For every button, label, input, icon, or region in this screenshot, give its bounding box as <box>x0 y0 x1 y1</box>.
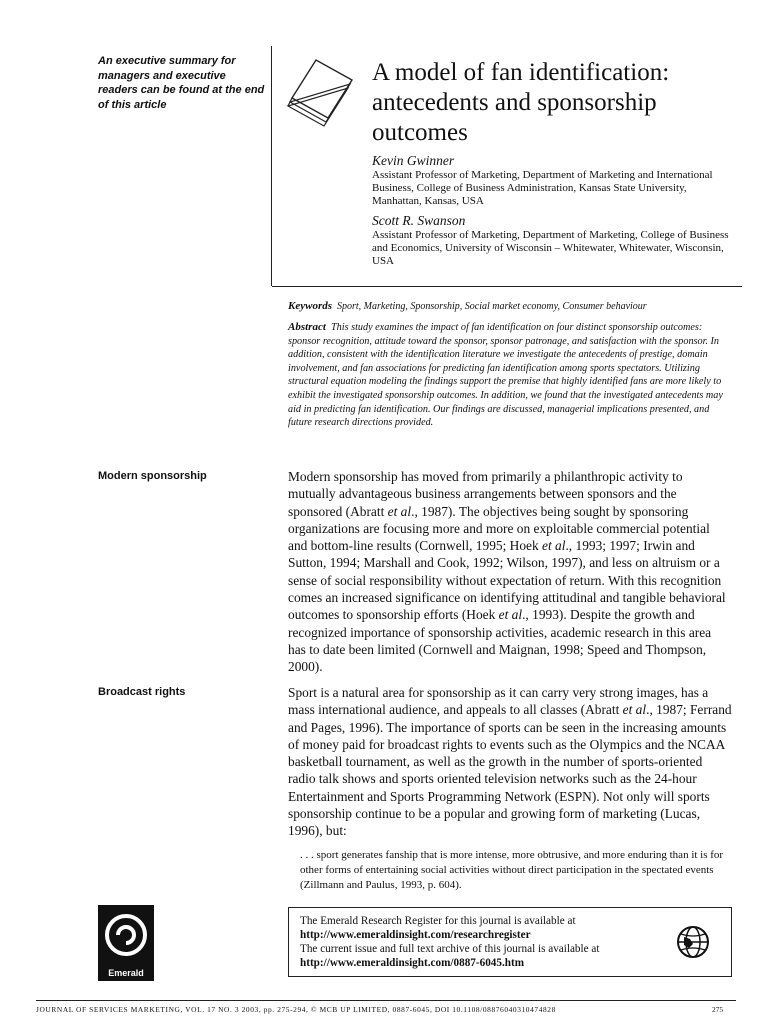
author-affiliation: Assistant Professor of Marketing, Department of Marketing, College of Business and Economics, University of Wisconsin – Whitewater, Whitewater, Wisconsin, USA <box>372 229 729 267</box>
section-heading: Modern sponsorship <box>98 470 207 482</box>
block-quote: . . . sport generates fanship that is more intense, more obtrusive, and more enduring than it is for other forms of entertaining social activities without direct participation in the spectated events (Zillmann and Paulus, 1993, p. 604). <box>300 849 724 891</box>
abstract-text: This study examines the impact of fan identification on four distinct sponsorship outcomes: sponsor recognition, attitude toward the sponsor, sponsor patronage, and satisfaction with the sponsor. In addition, consistent with the identification literature we investigate the antecedents of prestige, domain involvement, and fan associations for predicting fan identification among sports spectators. Utilizing structural equation modeling the findings support the premise that highly identified fans are more likely to exhibit the investigated sponsorship outcomes. In addition, we found that the investigated antecedents may aid in predicting fan identification. Our findings are discussed, managerial implications presented, and future research directions provided. <box>288 322 723 429</box>
research-register-text: The Emerald Research Register for this journal is available at http://www.emeraldinsight.com/researchregister The current issue and full text archive of this journal is available at http://www.emeraldinsight.com/0887-6045.htm <box>300 915 600 969</box>
page-number: 275 <box>712 1005 724 1014</box>
author-name: Scott R. Swanson <box>372 213 466 228</box>
abstract-label: Abstract <box>288 321 326 333</box>
keywords-text: Sport, Marketing, Sponsorship, Social market economy, Consumer behaviour <box>337 301 647 312</box>
footer-divider <box>36 1000 736 1001</box>
keywords-label: Keywords <box>288 300 332 312</box>
emerald-swirl-icon <box>98 905 154 965</box>
vertical-divider <box>271 46 272 286</box>
research-register-link[interactable]: http://www.emeraldinsight.com/researchregister <box>300 929 531 941</box>
section-heading: Broadcast rights <box>98 686 186 698</box>
executive-summary-note: An executive summary for managers and executive readers can be found at the end of this article <box>98 55 265 111</box>
globe-icon <box>676 925 710 959</box>
abstract <box>288 321 732 430</box>
emerald-logo-text: Emerald <box>108 968 144 978</box>
journal-citation-footer: JOURNAL OF SERVICES MARKETING, VOL. 17 NO. 3 2003, pp. 275-294, © MCB UP LIMITED, 0887-6045, DOI 10.1108/08876040310474828 <box>36 1005 556 1014</box>
emerald-logo <box>98 905 154 981</box>
document-icon <box>286 58 360 128</box>
article-title: A model of fan identification: antecedents and sponsorship outcomes <box>372 59 670 146</box>
author-name: Kevin Gwinner <box>372 153 455 168</box>
keywords <box>288 300 738 312</box>
header-divider <box>272 286 742 287</box>
section-body: Modern sponsorship has moved from primarily a philanthropic activity to mutually advantageous business arrangements between sponsors and the sponsored (Abratt et al., 1987). The objectives being sought by sponsoring organizations are focusing more and more on exploitable commercial potential and bottom-line results (Cornwell, 1995; Hoek et al., 1993; 1997; Irwin and Sutton, 1994; Marshall and Cook, 1992; Wilson, 1997), and less on altruism or a sense of social responsibility without expectation of return. With this recognition comes an increased significance on identifying attitudinal and tangible behavioral outcomes to sponsorship efforts (Hoek et al., 1993). Despite the growth and recognized importance of sponsorship activities, academic research in this area has to date been limited (Cornwell and Maignan, 1998; Speed and Thompson, 2000). <box>288 469 726 675</box>
author-affiliation: Assistant Professor of Marketing, Department of Marketing and International Business, College of Business Administration, Kansas State University, Manhattan, Kansas, USA <box>372 169 713 207</box>
section-body: Sport is a natural area for sponsorship as it can carry very strong images, has a mass international audience, and appeals to all classes (Abratt et al., 1987; Ferrand and Pages, 1996). The importance of sports can be seen in the increasing amounts of money paid for broadcast rights to events such as the Olympics and the NCAA basketball tournament, as well as the growth in the number of sports-oriented radio talk shows and sports oriented television networks such as the 24-hour Entertainment and Sports Programming Network (ESPN). Not only will sports sponsorship continue to be a popular and growing form of marketing (Lucas, 1996), but: <box>288 685 732 839</box>
journal-archive-link[interactable]: http://www.emeraldinsight.com/0887-6045.htm <box>300 957 525 969</box>
